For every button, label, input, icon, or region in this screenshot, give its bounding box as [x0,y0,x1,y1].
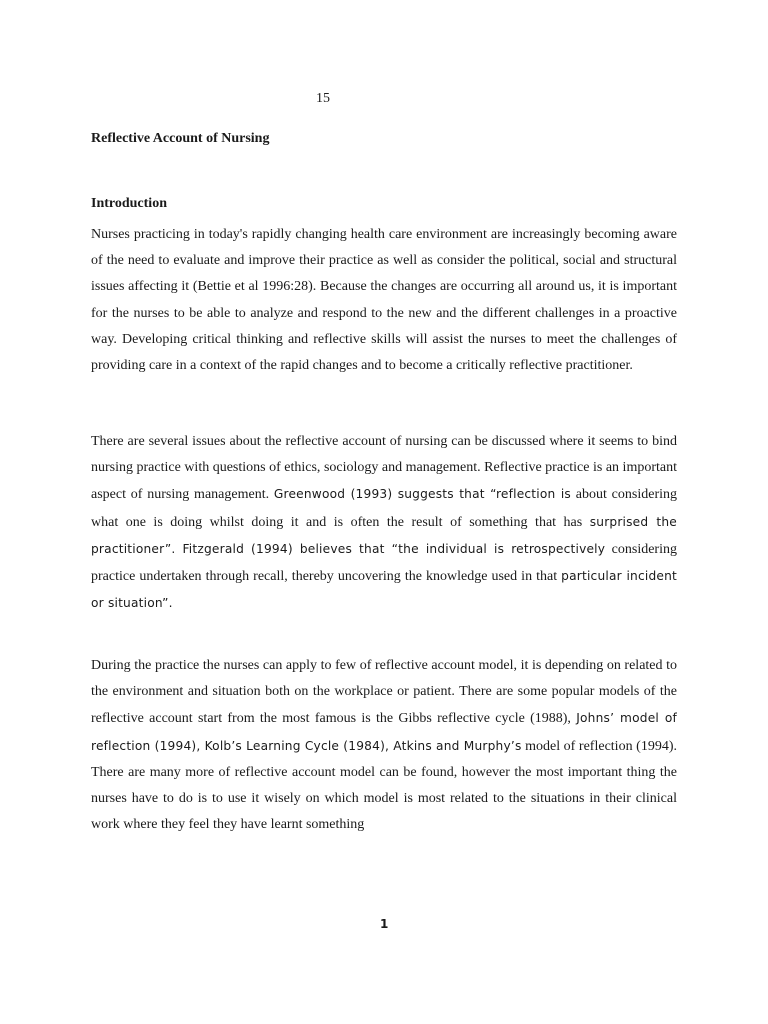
paragraph-2-intro: There are several issues about the reflective account of nursing can be discussed where it seems to bind nursing practice with questions of ethics, sociology and management. Reflective practice is an important aspect of nursing management. [91,434,677,503]
paragraph-3-part-1: During the practice the nurses can apply to few of reflective account model, it is depending on related to the environment and situation both on the workplace or patient. There are some popular models of the reflective account start from the most famous is the Gibbs reflective cycle (1988), [91,658,677,727]
fitzgerald-quote-end: particular incident or situation”. [91,569,677,611]
document-title: Reflective Account of Nursing [91,131,270,146]
paragraph-2 [91,429,677,617]
greenwood-quote-body: about considering what one is doing whilst doing it and is often the result of something that has [91,487,678,530]
greenwood-quote-end: surprised the practitioner”. Fitzgerald (1994) believes that “the individual is retrospectively [91,514,677,556]
footer-page-number: 1 [380,917,389,931]
paragraph-1-text: Nurses practicing in today's rapidly changing health care environment are increasingly becoming aware of the need to evaluate and improve their practice as well as consider the political, social and structural issues affecting it (Bettie et al 1996:28). Because the changes are occurring all around us, it is important for the nurses to be able to analyze and respond to the new and the different challenges in a proactive way. Developing critical thinking and reflective skills will assist the nurses to meet the challenges of providing care in a context of the rapid changes and to become a critically reflective practitioner. [91,227,677,374]
greenwood-quote-start: Greenwood (1993) suggests that “reflection is [273,487,571,502]
reflective-models-list: Johns’ model of reflection (1994), Kolb’s Learning Cycle (1984), Atkins and Murphy’s [91,711,677,753]
paragraph-1 [91,222,677,379]
paragraph-3-part-2: model of reflection (1994). There are many more of reflective account model can be found, however the most important thing the nurses have to do is to use it wisely on which model is most related to the situations in their clinical work where they feel they have learnt something [91,738,677,833]
header-page-number: 15 [316,91,330,106]
paragraph-3 [91,653,677,859]
introduction-heading: Introduction [91,196,167,211]
fitzgerald-quote-body: considering practice undertaken through recall, thereby uncovering the knowledge used in that [91,541,677,585]
